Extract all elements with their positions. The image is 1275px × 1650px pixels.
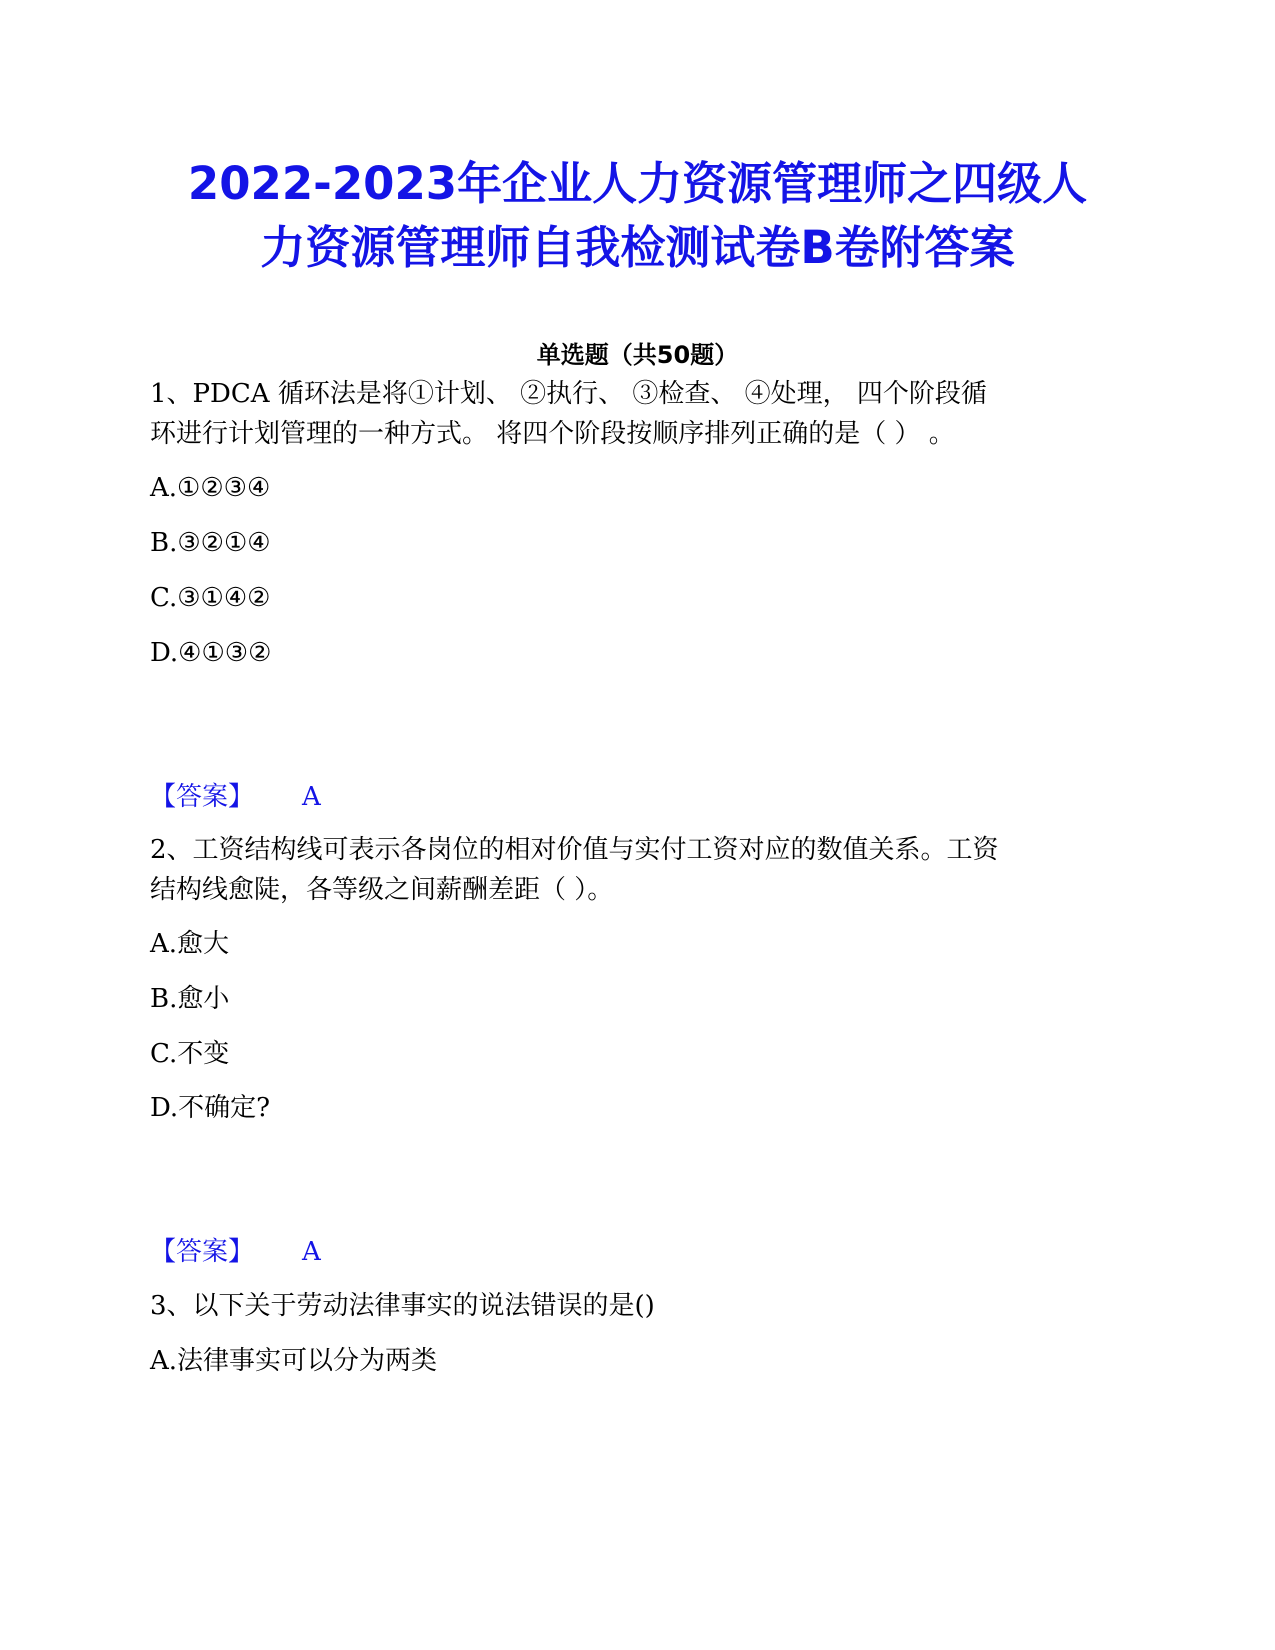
question-1-option-d: D.④①③② bbox=[150, 638, 272, 668]
question-1-answer-value: A bbox=[302, 782, 321, 812]
question-2-option-d: D.不确定? bbox=[150, 1093, 271, 1123]
question-1-stem-line-2: 环进行计划管理的一种方式。 将四个阶段按顺序排列正确的是（ ） 。 bbox=[150, 419, 955, 449]
question-3-stem: 3、以下关于劳动法律事实的说法错误的是() bbox=[150, 1291, 655, 1321]
title-line-1: 2022-2023年企业人力资源管理师之四级人 bbox=[187, 157, 1088, 210]
question-2-answer-label: 【答案】 bbox=[150, 1237, 255, 1267]
document-title bbox=[130, 152, 1145, 280]
question-2-stem bbox=[150, 830, 1125, 910]
question-2-stem-line-1: 2、工资结构线可表示各岗位的相对价值与实付工资对应的数值关系。工资 bbox=[150, 835, 999, 865]
question-1-stem-line-1: 1、PDCA 循环法是将①计划、 ②执行、 ③检查、 ④处理， 四个阶段循 bbox=[150, 379, 987, 409]
question-2-option-b: B.愈小 bbox=[150, 984, 230, 1014]
title-line-2: 力资源管理师自我检测试卷B卷附答案 bbox=[260, 221, 1015, 274]
question-2-answer-value: A bbox=[302, 1237, 321, 1267]
question-2-answer bbox=[150, 1232, 321, 1272]
question-1-option-c: C.③①④② bbox=[150, 583, 271, 613]
question-2-option-a: A.愈大 bbox=[150, 929, 230, 959]
question-1-option-b: B.③②①④ bbox=[150, 528, 271, 558]
question-2-option-c: C.不变 bbox=[150, 1039, 230, 1069]
question-3-option-a: A.法律事实可以分为两类 bbox=[150, 1346, 438, 1376]
question-1-answer-label: 【答案】 bbox=[150, 782, 255, 812]
question-1-answer bbox=[150, 777, 321, 817]
section-heading: 单选题（共50题） bbox=[536, 341, 739, 369]
question-1-option-a: A.①②③④ bbox=[150, 473, 271, 503]
question-1-stem bbox=[150, 374, 1125, 454]
question-2-stem-line-2: 结构线愈陡，各等级之间薪酬差距（ ）。 bbox=[150, 875, 614, 905]
